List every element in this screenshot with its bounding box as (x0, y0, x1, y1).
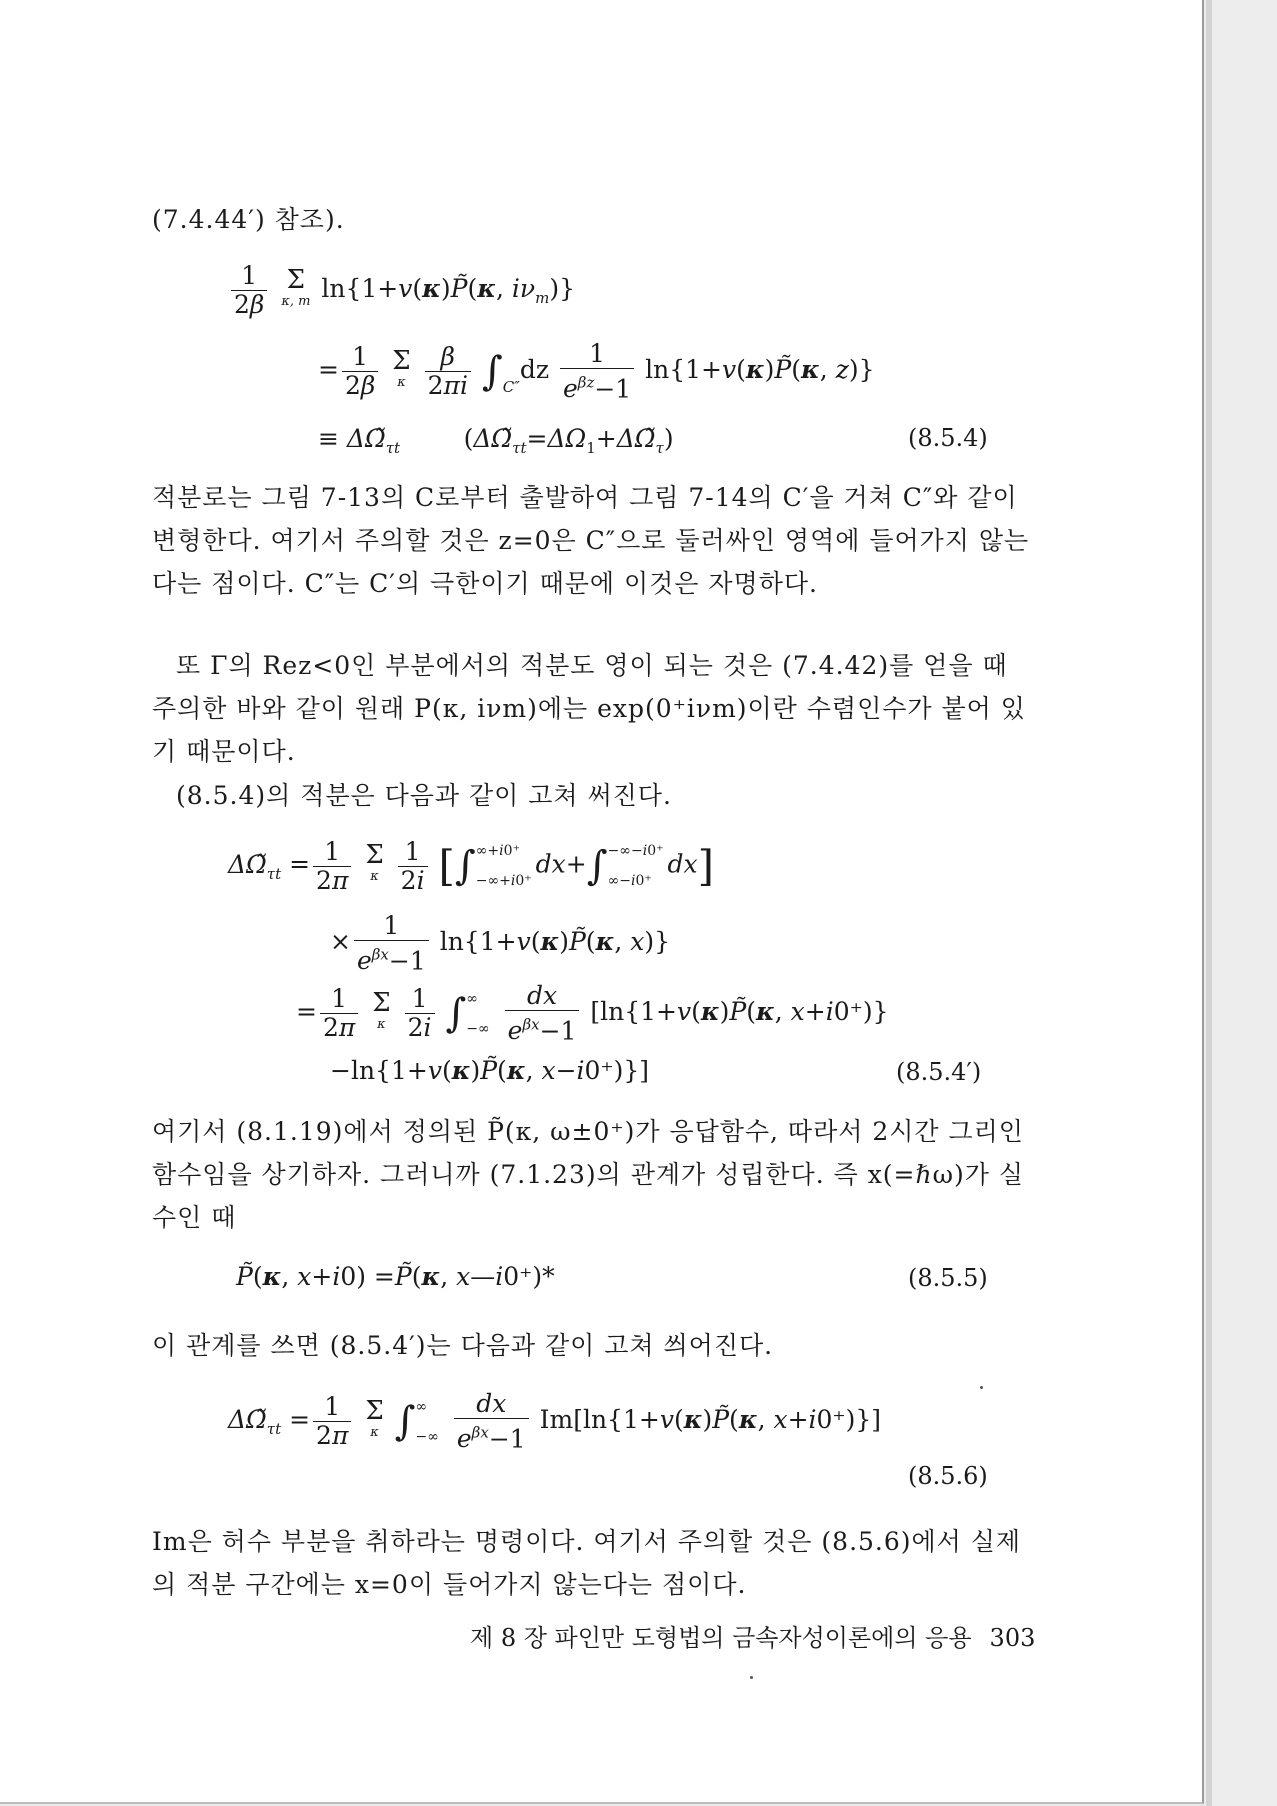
paragraph-4: 여기서 (8.1.19)에서 정의된 P̃(κ, ω±0⁺)가 응답함수, 따라서 2시간 그리인함수임을 상기하자. 그러니까 (7.1.23)의 관계가 성립한다. 즉 x(=ℏω)가 실수인 때 (152, 1117, 1024, 1232)
equation-8-5-4-line3: ≡ $\Delta\Omegã_{\tau t}$ $(\Delta\Omegã_{\tau t}=\Delta\Omega_1+\Delta\Omegã_\tau)$ (318, 424, 674, 457)
page-footer (470, 1618, 1035, 1653)
equation-8-5-4p-line4: −ln{1+v(κ)P̃(κ, x−i0⁺)}] (330, 1056, 650, 1085)
equation-number: (8.5.6) (908, 1462, 988, 1490)
paragraph-2: 또 Γ의 Rez<0인 부분에서의 적분도 영이 되는 것은 (7.4.42)를 얻을 때 주의한 바와 같이 원래 P(κ, iνm)에는 exp(0⁺iνm)이란 수렴인수가 붙어 있기 때문이다. (152, 651, 1026, 766)
equation-8-5-4p-line1: $\Delta\Omegã_{\tau t}$ = $\frac{1}{2\pi}$ Σ κ $\frac{1}{2i}$ [∫ ∞+i0⁺ −∞+i0⁺ dx+∫ −∞−i0⁺ ∞−i0⁺ dx] (228, 836, 714, 895)
page-edge-line (1206, 0, 1212, 1806)
equation-number: (8.5.5) (908, 1264, 988, 1292)
page-edge (1204, 0, 1277, 1806)
paragraph-5: 이 관계를 쓰면 (8.5.4′)는 다음과 같이 고쳐 씌어진다. (152, 1331, 774, 1360)
equation-8-5-4-line1: $\frac{1}{2\beta}$ Σ κ, m ln{1+v(κ)P̃(κ, $i\nu_m$)} (228, 262, 575, 319)
equation-8-5-5: P̃(κ, x+i0) =P̃(κ, x—i0⁺)* (236, 1262, 555, 1291)
equation-8-5-4-line2: = $\frac{1}{2\beta}$ Σ κ $\frac{\beta}{2\pi i}$ $\int_{C''}dz$ $\frac{1}{e^{\beta z}-1}$ ln{1+v(κ)P̃(κ, z)} (318, 339, 875, 404)
speck (750, 1676, 753, 1679)
chapter-title: 제 8 장 파인만 도형법의 금속자성이론에의 응용 (470, 1624, 972, 1652)
paragraph-0: (7.4.44′) 참조). (152, 205, 345, 234)
speck (980, 1386, 983, 1389)
equation-number: (8.5.4) (908, 424, 988, 452)
paragraph-1: 적분로는 그림 7-13의 C로부터 출발하여 그림 7-14의 C′을 거쳐 C″와 같이 변형한다. 여기서 주의할 것은 z=0은 C″으로 둘러싸인 영역에 들어가지 않는다는 점이다. C″는 C′의 극한이기 때문에 이것은 자명하다. (152, 483, 1030, 598)
paragraph-6: Im은 허수 부분을 취하라는 명령이다. 여기서 주의할 것은 (8.5.6)에서 실제의 적분 구간에는 x=0이 들어가지 않는다는 점이다. (152, 1527, 1022, 1599)
equation-8-5-6: $\Delta\Omegã_{\tau t}$ = $\frac{1}{2\pi}$ Σ κ ∫ ∞ −∞ $\frac{dx}{e^{\beta x}-1}$ Im[ln{1+v(κ)P̃(κ, x+i0⁺)}] (228, 1389, 882, 1454)
equation-8-5-4p-line2: × $\frac{1}{e^{\beta x}-1}$ ln{1+v(κ)P̃(κ, x)} (330, 911, 670, 976)
equation-number: (8.5.4′) (896, 1058, 982, 1086)
paragraph-3: (8.5.4)의 적분은 다음과 같이 고쳐 써진다. (176, 781, 672, 810)
equation-8-5-4p-line3: = $\frac{1}{2\pi}$ Σ κ $\frac{1}{2i}$ ∫ ∞ −∞ $\frac{dx}{e^{\beta x}-1}$ [ln{1+v(κ)P̃(κ, x+i0⁺)} (296, 981, 889, 1046)
page-number: 303 (989, 1624, 1036, 1652)
